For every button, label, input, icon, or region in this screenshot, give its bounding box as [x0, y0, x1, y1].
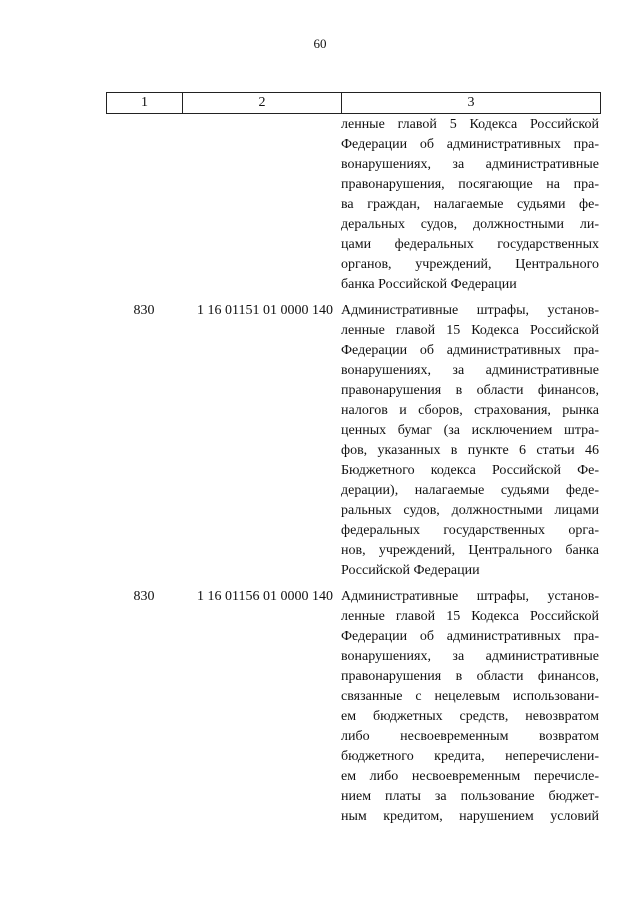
description-line: деральных судов, должностными ли-	[341, 217, 599, 232]
table-row	[106, 587, 601, 827]
table-row	[106, 301, 601, 581]
description-line: правонарушения в области финансов,	[341, 383, 599, 398]
page-number: 60	[313, 36, 327, 51]
description-line: ным кредитом, нарушением условий	[341, 809, 599, 824]
description-cell	[341, 587, 599, 827]
column-header-2: 2	[183, 93, 342, 113]
description-line: дерации), налагаемые судьями феде-	[341, 483, 599, 498]
description-line: нов, учреждений, Центрального банка	[341, 543, 599, 558]
description-line: ем бюджетных средств, невозвратом	[341, 709, 599, 724]
description-line: ленные главой 15 Кодекса Российской	[341, 609, 599, 624]
column-header-3: 3	[467, 95, 475, 110]
budget-codes-table	[106, 92, 601, 827]
description-line: банка Российской Федерации	[341, 277, 517, 292]
description-line: вонарушениях, за административные	[341, 363, 599, 378]
description-line: федеральных государственных орга-	[341, 523, 599, 538]
description-line: Федерации об административных пра-	[341, 137, 599, 152]
admin-code-cell: 830	[133, 589, 155, 604]
description-line: Российской Федерации	[341, 563, 480, 578]
description-line: бюджетного кредита, неперечислени-	[341, 749, 599, 764]
description-line: правонарушения, посягающие на пра-	[341, 177, 599, 192]
description-line: ленные главой 5 Кодекса Российской	[341, 117, 599, 132]
admin-code-cell: 830	[133, 303, 155, 318]
description-line: ленные главой 15 Кодекса Российской	[341, 323, 599, 338]
kbk-code-cell: 1 16 01151 01 0000 140	[197, 303, 333, 318]
description-line: Федерации об административных пра-	[341, 629, 599, 644]
description-line: Федерации об административных пра-	[341, 343, 599, 358]
description-line: либо несвоевременным возвратом	[341, 729, 599, 744]
description-line: органов, учреждений, Центрального	[341, 257, 599, 272]
description-line: связанные с нецелевым использовани-	[341, 689, 599, 704]
description-line: налогов и сборов, страхования, рынка	[341, 403, 599, 418]
table-row	[106, 114, 601, 295]
column-header-1: 1	[107, 93, 183, 113]
description-line: нием платы за пользование бюджет-	[341, 789, 599, 804]
kbk-code-cell: 1 16 01156 01 0000 140	[197, 589, 333, 604]
description-line: Бюджетного кодекса Российской Фе-	[341, 463, 599, 478]
table-header-row	[106, 92, 601, 114]
description-cell	[341, 115, 599, 295]
description-line: вонарушениях, за административные	[341, 157, 599, 172]
description-line: вонарушениях, за административные	[341, 649, 599, 664]
description-line: фов, указанных в пункте 6 статьи 46	[341, 443, 599, 458]
description-cell	[341, 301, 599, 581]
description-line: Административные штрафы, установ-	[341, 589, 599, 604]
description-line: ва граждан, налагаемые судьями фе-	[341, 197, 599, 212]
description-line: Административные штрафы, установ-	[341, 303, 599, 318]
description-line: цами федеральных государственных	[341, 237, 599, 252]
description-line: ем либо несвоевременным перечисле-	[341, 769, 599, 784]
description-line: ральных судов, должностными лицами	[341, 503, 599, 518]
description-line: правонарушения в области финансов,	[341, 669, 599, 684]
description-line: ценных бумаг (за исключением штра-	[341, 423, 599, 438]
